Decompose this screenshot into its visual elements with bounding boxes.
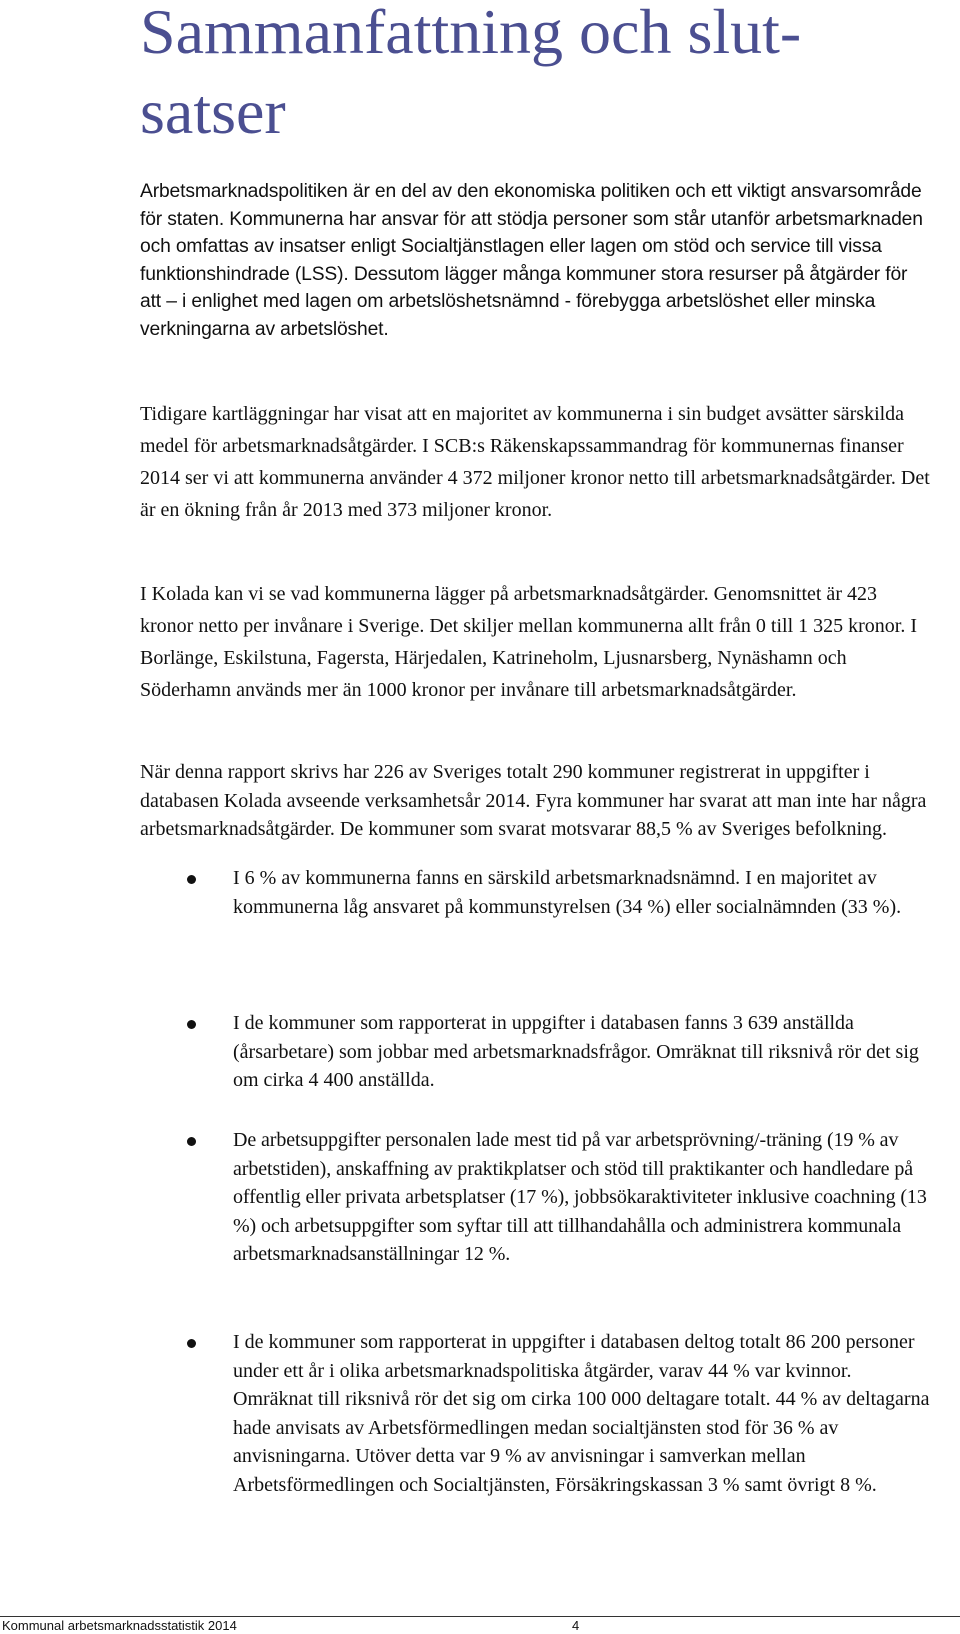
paragraph-budget: Tidigare kartläggningar har visat att en majoritet av kommunerna i sin budget avsätter särskilda medel för arbetsmarknadsåtgärder. I SCB:s Räkenskapssammandrag för kommunernas finanser 2014 ser vi att kommunerna använder 4 372 miljoner kronor netto till arbetsmarknadsåtgärder. Det är en ökning från år 2013 med 373 miljoner kronor. xyxy=(140,403,930,521)
bullet-icon xyxy=(187,875,196,884)
list-item-text: De arbetsuppgifter personalen lade mest tid på var arbetsprövning/-träning (19 % av arbetstiden), anskaffning av praktikplatser och stöd till praktikanter och handledare på offentlig eller privata arbetsplatser (17 %), jobbsökaraktiviteter inklusive coachning (13 %) och arbetsuppgifter som syftar till att tillhandahålla och administrera kommunala arbetsmarknadsanställningar 12 %. xyxy=(233,1129,927,1265)
page-title: Sammanfattning och slut-satser xyxy=(140,0,802,147)
bullet-icon xyxy=(187,1339,196,1348)
list-item-text: I 6 % av kommunerna fanns en särskild arbetsmarknadsnämnd. I en majoritet av kommunerna låg ansvaret på kommunstyrelsen (34 %) eller socialnämnden (33 %). xyxy=(233,867,902,918)
paragraph-kolada: I Kolada kan vi se vad kommunerna lägger på arbetsmarknadsåtgärder. Genomsnittet är 423 kronor netto per invånare i Sverige. Det skiljer mellan kommunerna allt från 0 till 1 325 kronor. I Borlänge, Eskilstuna, Fagersta, Härjedalen, Katrineholm, Ljusnarsberg, Nynäshamn och Söderhamn används mer än 1000 kronor per invånare till arbetsmarknadsåtgärder. xyxy=(140,583,918,701)
bullet-icon xyxy=(187,1137,196,1146)
bullet-icon xyxy=(187,1020,196,1029)
footer-title: Kommunal arbetsmarknadsstatistik 2014 xyxy=(2,1618,237,1633)
paragraph-report: När denna rapport skrivs har 226 av Sveriges totalt 290 kommuner registrerat in uppgifter i databasen Kolada avseende verksamhetsår 2014. Fyra kommuner har svarat att man inte har några arbetsmarknadsåtgärder. De kommuner som svarat motsvarar 88,5 % av Sveriges befolkning. xyxy=(140,761,927,840)
paragraph-intro: Arbetsmarknadspolitiken är en del av den ekonomiska politiken och ett viktigt ansvarsområde för staten. Kommunerna har ansvar för att stödja personer som står utanför arbetsmarknaden och omfattas av insatser enligt Socialtjänstlagen eller lagen om stöd och service till vissa funktionshindrade (LSS). Dessutom lägger många kommuner stora resurser på åtgärder för att – i enlighet med lagen om arbetslöshetsnämnd - förebygga arbetslöshet eller minska verkningarna av arbetslöshet. xyxy=(140,181,923,340)
page-number: 4 xyxy=(572,1618,580,1633)
footer-divider xyxy=(0,1616,960,1617)
list-item-text: I de kommuner som rapporterat in uppgifter i databasen deltog totalt 86 200 personer under ett år i olika arbetsmarknadspolitiska åtgärder, varav 44 % var kvinnor. Omräknat till riksnivå rör det sig om cirka 100 000 deltagare totalt. 44 % av deltagarna hade anvisats av Arbetsförmedlingen medan socialtjänsten stod för 36 % av anvisningarna. Utöver detta var 9 % av anvisningar i samverkan mellan Arbetsförmedlingen och Socialtjänsten, Försäkringskassan 3 % samt övrigt 8 %. xyxy=(233,1331,930,1496)
list-item-text: I de kommuner som rapporterat in uppgifter i databasen fanns 3 639 anställda (årsarbetare) som jobbar med arbetsmarknadsfrågor. Omräknat till riksnivå rör det sig om cirka 4 400 anställda. xyxy=(233,1012,919,1091)
